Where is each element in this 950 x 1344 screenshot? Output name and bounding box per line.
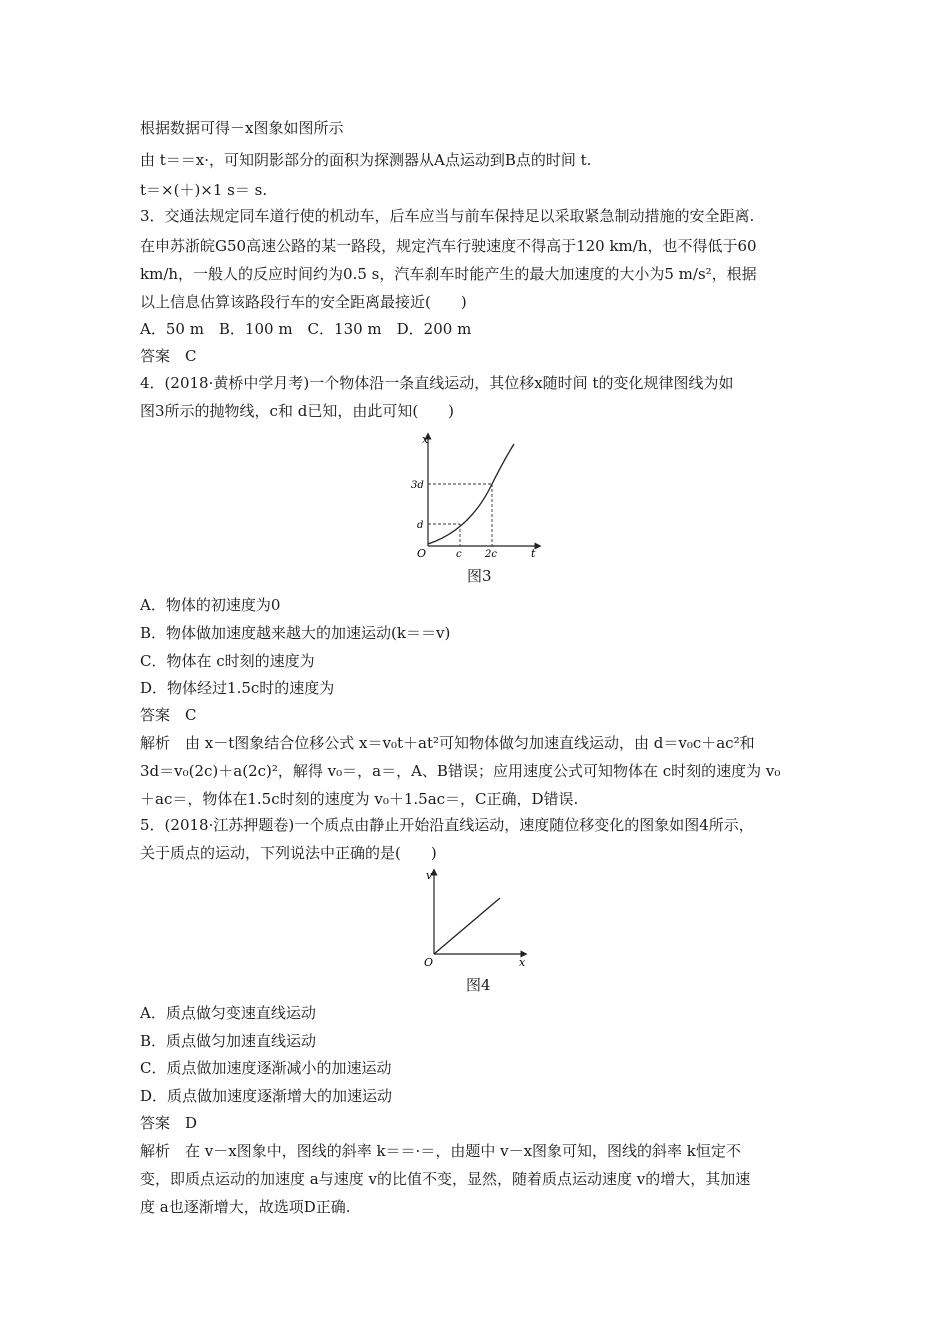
question-3-text: km/h，一般人的反应时间约为0.5 s，汽车刹车时能产生的最大加速度的大小为5 m/s²，根据 xyxy=(140,265,757,283)
question-5-text: 5．(2018·江苏押题卷)一个质点由静止开始沿直线运动，速度随位移变化的图象如图4所示， xyxy=(140,816,754,834)
y-tick-label: d xyxy=(417,520,424,531)
y-tick-label: 3d xyxy=(411,480,424,491)
option-c: C．质点做加速度逐渐减小的加速运动 xyxy=(140,1059,392,1077)
text-line: 根据数据可得－x图象如图所示 xyxy=(140,119,344,137)
analysis-5-text: 解析 在 v－x图象中，图线的斜率 k＝＝·＝，由题中 v－x图象可知，图线的斜率 k恒定不 xyxy=(140,1142,741,1160)
linear-graph-line xyxy=(434,898,500,954)
origin-label: O xyxy=(417,547,427,560)
question-3-text: 以上信息估算该路段行车的安全距离最接近( ) xyxy=(140,293,467,311)
figure-3-svg xyxy=(410,430,545,560)
answer-4: 答案 C xyxy=(140,706,197,724)
question-3-text: 在申苏浙皖G50高速公路的某一路段，规定汽车行驶速度不得高于120 km/h，也不得低于60 xyxy=(140,237,757,255)
y-axis-label: x xyxy=(422,433,429,446)
question-4-text: 4．(2018·黄桥中学月考)一个物体沿一条直线运动，其位移x随时间 t的变化规律图线为如 xyxy=(140,374,734,392)
x-tick-label: 2c xyxy=(485,549,497,560)
parabola-curve xyxy=(428,444,514,544)
analysis-5-text: 变，即质点运动的加速度 a与速度 v的比值不变，显然，随着质点运动速度 v的增大，其加速 xyxy=(140,1170,751,1188)
text-line: 由 t＝＝x·，可知阴影部分的面积为探测器从A点运动到B点的时间 t. xyxy=(140,151,592,169)
analysis-4-text: 解析 由 x－t图象结合位移公式 x＝v₀t＋at²可知物体做匀加速直线运动，由 d＝v₀c＋ac²和 xyxy=(140,734,755,752)
option-a: A．质点做匀变速直线运动 xyxy=(140,1004,316,1022)
figure-4-caption: 图4 xyxy=(466,976,491,994)
question-3-text: 3．交通法规定同车道行使的机动车，后车应当与前车保持足以采取紧急制动措施的安全距离. xyxy=(140,207,755,225)
figure-3-graph xyxy=(410,430,545,564)
x-axis-label: t xyxy=(531,547,536,560)
answer-5: 答案 D xyxy=(140,1114,198,1132)
y-axis-label: v xyxy=(426,869,433,882)
figure-4-svg xyxy=(418,866,533,970)
option-a: A．物体的初速度为0 xyxy=(140,596,281,614)
option-b: B．物体做加速度越来越大的加速运动(k＝＝v) xyxy=(140,624,451,642)
option-d: D．物体经过1.5c时的速度为 xyxy=(140,679,335,697)
answer-3: 答案 C xyxy=(140,347,197,365)
option-b: B．质点做匀加速直线运动 xyxy=(140,1032,317,1050)
option-c: C．物体在 c时刻的速度为 xyxy=(140,652,315,670)
analysis-4-text: 3d＝v₀(2c)＋a(2c)²，解得 v₀＝，a＝，A、B错误；应用速度公式可知物体在 c时刻的速度为 v₀ xyxy=(140,762,781,780)
analysis-4-text: ＋ac＝，物体在1.5c时刻的速度为 v₀＋1.5ac＝，C正确，D错误. xyxy=(140,790,579,808)
figure-4-graph xyxy=(418,866,533,974)
x-axis-label: x xyxy=(519,956,526,969)
question-3-options: A．50 m B．100 m C．130 m D．200 m xyxy=(140,320,472,338)
text-line: t＝×(＋)×1 s＝ s. xyxy=(140,181,268,199)
x-tick-label: c xyxy=(456,549,462,560)
origin-label: O xyxy=(424,956,434,969)
question-4-text: 图3所示的抛物线，c和 d已知，由此可知( ) xyxy=(140,402,455,420)
question-5-text: 关于质点的运动，下列说法中正确的是( ) xyxy=(140,844,437,862)
option-d: D．质点做加速度逐渐增大的加速运动 xyxy=(140,1087,393,1105)
analysis-5-text: 度 a也逐渐增大，故选项D正确. xyxy=(140,1198,351,1216)
figure-3-caption: 图3 xyxy=(467,567,492,585)
